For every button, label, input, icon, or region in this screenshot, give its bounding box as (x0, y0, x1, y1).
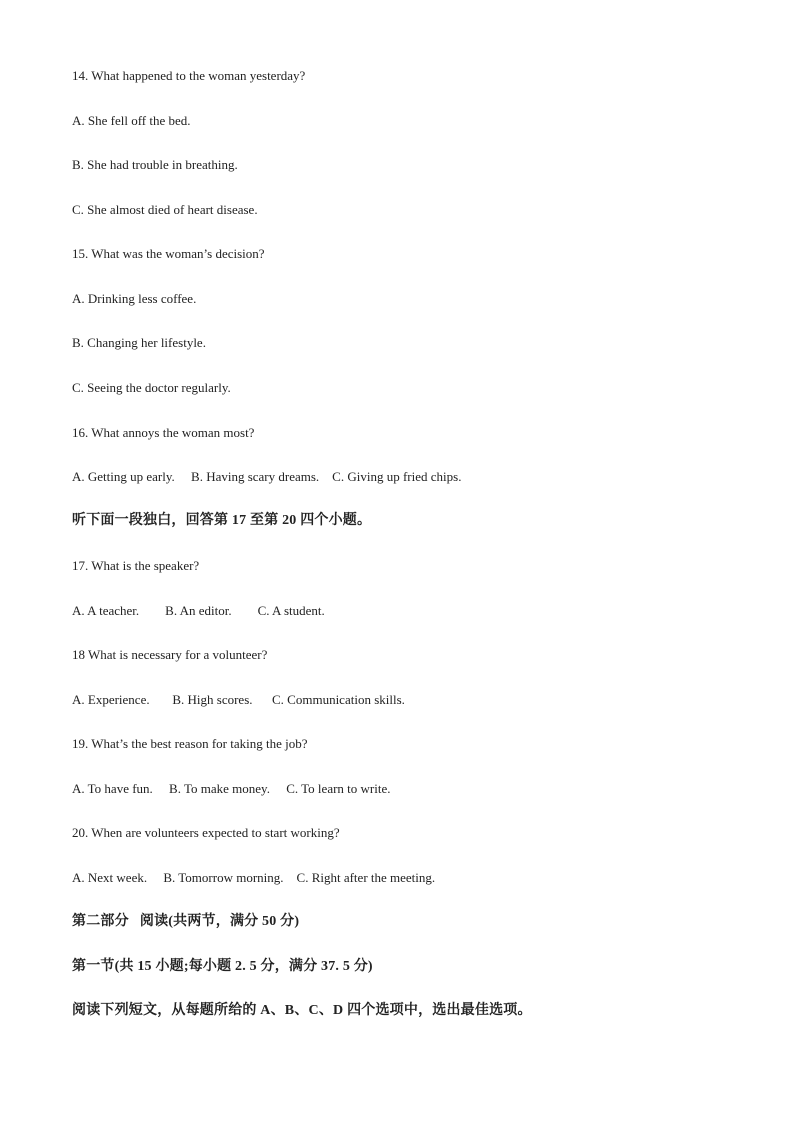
reading-instruction: 阅读下列短文，从每题所给的 A、B、C、D 四个选项中，选出最佳选项。 (72, 1003, 532, 1018)
q18-options: A. Experience. B. High scores. C. Communication skills. (72, 692, 405, 707)
q14-option-c: C. She almost died of heart disease. (72, 202, 258, 217)
q20-options: A. Next week. B. Tomorrow morning. C. Right after the meeting. (72, 870, 436, 885)
question-18: 18 What is necessary for a volunteer? (72, 647, 268, 662)
q15-option-c: C. Seeing the doctor regularly. (72, 380, 231, 395)
q17-options: A. A teacher. B. An editor. C. A student. (72, 603, 325, 618)
section-instruction-monologue: 听下面一段独白，回答第 17 至第 20 四个小题。 (72, 513, 372, 528)
q14-option-a: A. She fell off the bed. (72, 113, 191, 128)
q16-options: A. Getting up early. B. Having scary dreams. C. Giving up fried chips. (72, 469, 462, 484)
q19-options: A. To have fun. B. To make money. C. To learn to write. (72, 781, 391, 796)
question-14: 14. What happened to the woman yesterday? (72, 68, 306, 83)
q15-option-b: B. Changing her lifestyle. (72, 335, 206, 350)
question-17: 17. What is the speaker? (72, 558, 200, 573)
question-20: 20. When are volunteers expected to start working? (72, 825, 340, 840)
section-one-heading: 第一节(共 15 小题;每小题 2. 5 分，满分 37. 5 分) (72, 959, 373, 974)
q15-option-a: A. Drinking less coffee. (72, 291, 197, 306)
question-19: 19. What’s the best reason for taking the job? (72, 736, 308, 751)
part-two-heading: 第二部分 阅读(共两节，满分 50 分) (72, 914, 300, 929)
question-15: 15. What was the woman’s decision? (72, 246, 265, 261)
q14-option-b: B. She had trouble in breathing. (72, 157, 238, 172)
question-16: 16. What annoys the woman most? (72, 425, 255, 440)
